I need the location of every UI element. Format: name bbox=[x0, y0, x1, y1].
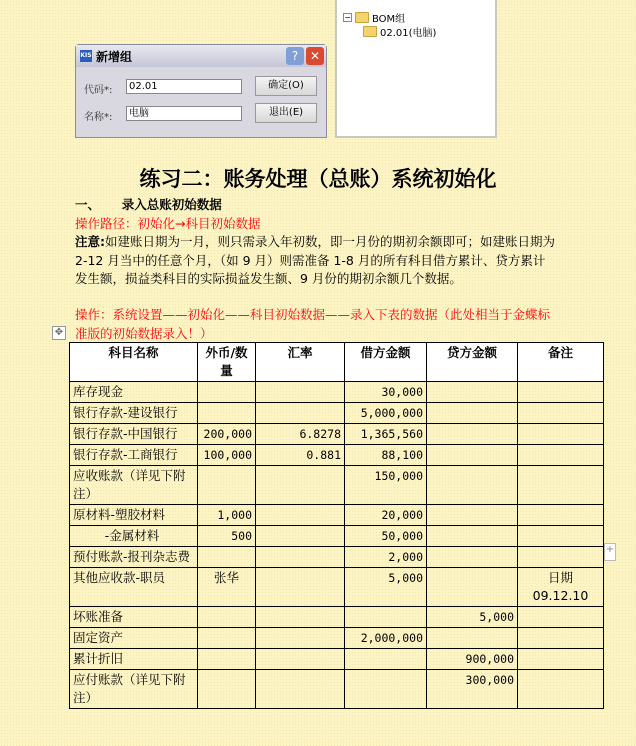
table-cell[interactable]: 累计折旧 bbox=[70, 649, 198, 670]
table-move-handle-icon[interactable]: ✥ bbox=[52, 326, 66, 340]
table-cell[interactable]: 应收账款（详见下附注） bbox=[70, 466, 198, 505]
new-group-dialog bbox=[75, 44, 327, 138]
add-column-icon[interactable]: + bbox=[604, 543, 616, 561]
table-cell[interactable] bbox=[427, 424, 518, 445]
folder-icon bbox=[355, 12, 369, 23]
table-cell[interactable] bbox=[198, 403, 256, 424]
operation-path: 操作路径：初始化→科目初始数据 bbox=[75, 216, 261, 231]
table-cell[interactable] bbox=[518, 607, 604, 628]
table-cell[interactable] bbox=[427, 403, 518, 424]
table-cell[interactable] bbox=[427, 382, 518, 403]
table-cell[interactable]: 5,000 bbox=[427, 607, 518, 628]
table-cell[interactable] bbox=[518, 628, 604, 649]
table-cell[interactable]: 1,000 bbox=[198, 505, 256, 526]
table-row bbox=[70, 547, 604, 568]
table-cell[interactable]: 88,100 bbox=[345, 445, 427, 466]
table-row bbox=[70, 445, 604, 466]
table-cell[interactable] bbox=[427, 628, 518, 649]
table-cell[interactable] bbox=[256, 568, 345, 607]
table-cell[interactable] bbox=[427, 568, 518, 607]
tree-node-root[interactable] bbox=[343, 10, 405, 25]
collapse-icon[interactable]: − bbox=[344, 13, 351, 22]
table-cell[interactable] bbox=[518, 382, 604, 403]
table-cell[interactable] bbox=[345, 607, 427, 628]
table-cell[interactable] bbox=[518, 526, 604, 547]
table-row bbox=[70, 403, 604, 424]
table-row bbox=[70, 649, 604, 670]
table-cell[interactable]: 银行存款-工商银行 bbox=[70, 445, 198, 466]
table-row bbox=[70, 466, 604, 505]
table-cell[interactable] bbox=[518, 424, 604, 445]
column-header: 科目名称 bbox=[70, 343, 198, 382]
table-cell[interactable] bbox=[198, 670, 256, 709]
close-button[interactable]: ✕ bbox=[306, 47, 324, 65]
table-cell[interactable] bbox=[256, 403, 345, 424]
table-cell[interactable] bbox=[427, 526, 518, 547]
table-cell[interactable] bbox=[518, 649, 604, 670]
operation-instruction: 操作：系统设置——初始化——科目初始数据——录入下表的数据（此处相当于金蝶标准版的初始数据录入！） bbox=[75, 307, 551, 341]
table-cell[interactable] bbox=[256, 382, 345, 403]
table-row bbox=[70, 526, 604, 547]
table-cell[interactable] bbox=[256, 505, 345, 526]
dialog-title: 新增组 bbox=[96, 49, 133, 64]
table-cell[interactable] bbox=[198, 382, 256, 403]
table-cell[interactable]: 银行存款-建设银行 bbox=[70, 403, 198, 424]
table-cell[interactable] bbox=[256, 649, 345, 670]
table-cell[interactable]: 6.8278 bbox=[256, 424, 345, 445]
table-cell[interactable]: 5,000,000 bbox=[345, 403, 427, 424]
table-cell[interactable] bbox=[198, 607, 256, 628]
table-cell[interactable]: 200,000 bbox=[198, 424, 256, 445]
table-cell[interactable] bbox=[256, 547, 345, 568]
table-cell[interactable]: 30,000 bbox=[345, 382, 427, 403]
tree-label: 02.01(电脑) bbox=[380, 28, 437, 39]
table-cell[interactable]: 150,000 bbox=[345, 466, 427, 505]
note-paragraph bbox=[75, 233, 555, 289]
table-row bbox=[70, 670, 604, 709]
table-cell[interactable]: 5,000 bbox=[345, 568, 427, 607]
table-cell[interactable] bbox=[256, 607, 345, 628]
section-heading: 一、 录入总账初始数据 bbox=[75, 197, 222, 212]
table-cell[interactable] bbox=[518, 466, 604, 505]
code-label: 代码*: bbox=[84, 85, 113, 96]
table-row bbox=[70, 607, 604, 628]
note-label: 注意: bbox=[75, 234, 105, 249]
table-cell[interactable]: 50,000 bbox=[345, 526, 427, 547]
table-cell[interactable] bbox=[198, 466, 256, 505]
name-input[interactable]: 电脑 bbox=[126, 106, 242, 121]
table-cell[interactable] bbox=[427, 505, 518, 526]
table-cell[interactable] bbox=[198, 547, 256, 568]
page-title: 练习二：账务处理（总账）系统初始化 bbox=[139, 167, 497, 191]
table-row bbox=[70, 568, 604, 607]
name-label: 名称*: bbox=[84, 112, 113, 123]
ok-button[interactable]: 确定(O) bbox=[255, 76, 317, 96]
table-cell[interactable] bbox=[198, 649, 256, 670]
column-header: 借方金额 bbox=[345, 343, 427, 382]
table-cell[interactable] bbox=[345, 649, 427, 670]
table-cell[interactable]: 银行存款-中国银行 bbox=[70, 424, 198, 445]
table-cell[interactable] bbox=[256, 526, 345, 547]
table-cell[interactable]: 张华 bbox=[198, 568, 256, 607]
table-cell[interactable] bbox=[427, 547, 518, 568]
note-text: 如建账日期为一月，则只需录入年初数，即一月份的期初余额即可；如建账日期为 2-12 月当中的任意个月，（如 9 月）则需准备 1-8 月的所有科目借方累计、贷方累计发生额，损益类科目的实际损益发生额、9 月份的期初余额几个数据。 bbox=[75, 234, 556, 286]
table-cell[interactable]: 500 bbox=[198, 526, 256, 547]
table-cell[interactable] bbox=[427, 445, 518, 466]
table-cell[interactable]: 20,000 bbox=[345, 505, 427, 526]
table-cell[interactable] bbox=[427, 466, 518, 505]
table-cell[interactable]: 坏账准备 bbox=[70, 607, 198, 628]
table-cell[interactable]: 应付账款（详见下附注） bbox=[70, 670, 198, 709]
table-cell[interactable] bbox=[518, 505, 604, 526]
table-cell[interactable]: 库存现金 bbox=[70, 382, 198, 403]
table-cell[interactable] bbox=[256, 670, 345, 709]
table-cell[interactable]: 300,000 bbox=[427, 670, 518, 709]
table-cell[interactable]: 其他应收款-职员 bbox=[70, 568, 198, 607]
table-cell[interactable]: 预付账款-报刊杂志费 bbox=[70, 547, 198, 568]
column-header: 汇率 bbox=[256, 343, 345, 382]
table-row bbox=[70, 628, 604, 649]
table-cell[interactable] bbox=[256, 466, 345, 505]
tree-node-child[interactable] bbox=[363, 24, 436, 39]
table-cell[interactable] bbox=[518, 547, 604, 568]
column-header: 外币/数量 bbox=[198, 343, 256, 382]
column-header: 备注 bbox=[518, 343, 604, 382]
table-cell[interactable]: 2,000,000 bbox=[345, 628, 427, 649]
table-cell[interactable]: 900,000 bbox=[427, 649, 518, 670]
table-cell[interactable] bbox=[256, 628, 345, 649]
table-cell[interactable]: -金属材料 bbox=[70, 526, 198, 547]
table-row bbox=[70, 505, 604, 526]
table-row bbox=[70, 382, 604, 403]
folder-icon bbox=[363, 26, 377, 37]
help-button[interactable]: ? bbox=[286, 47, 304, 65]
table-cell[interactable] bbox=[345, 670, 427, 709]
initial-data-table bbox=[69, 342, 604, 709]
tree-panel bbox=[335, 0, 497, 138]
column-header: 贷方金额 bbox=[427, 343, 518, 382]
table-cell[interactable] bbox=[518, 403, 604, 424]
table-row bbox=[70, 424, 604, 445]
table-cell[interactable]: 1,365,560 bbox=[345, 424, 427, 445]
app-logo-icon: KIS bbox=[80, 50, 92, 62]
table-cell[interactable] bbox=[198, 628, 256, 649]
table-cell[interactable]: 原材料-塑胶材料 bbox=[70, 505, 198, 526]
table-cell[interactable]: 2,000 bbox=[345, 547, 427, 568]
table-cell[interactable]: 100,000 bbox=[198, 445, 256, 466]
table-cell[interactable] bbox=[518, 445, 604, 466]
table-cell[interactable]: 0.881 bbox=[256, 445, 345, 466]
table-cell[interactable]: 日期 09.12.10 bbox=[518, 568, 604, 607]
table-cell[interactable] bbox=[518, 670, 604, 709]
table-cell[interactable]: 固定资产 bbox=[70, 628, 198, 649]
code-input[interactable]: 02.01 bbox=[126, 79, 242, 94]
tree-label: BOM组 bbox=[372, 14, 406, 25]
exit-button[interactable]: 退出(E) bbox=[255, 103, 317, 123]
